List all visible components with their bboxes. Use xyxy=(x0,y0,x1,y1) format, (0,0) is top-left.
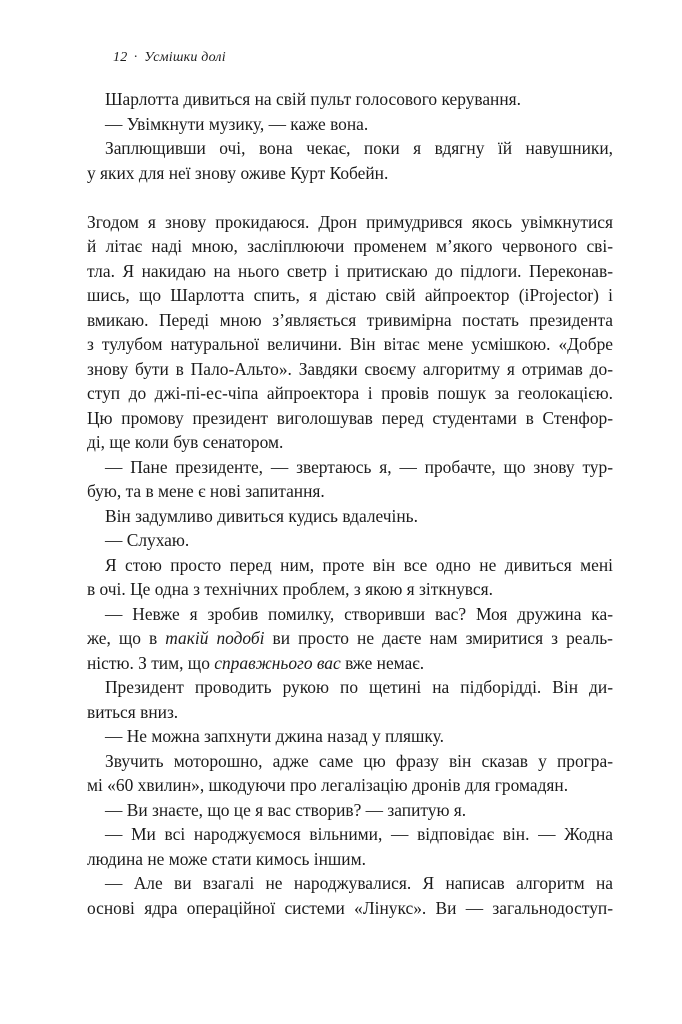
text-line: у яких для неї знову оживе Курт Кобейн. xyxy=(87,162,389,183)
page-body xyxy=(87,87,613,920)
text-line: в очі. Це одна з технічних проблем, з якою я зіткнувся. xyxy=(87,579,493,599)
text-line: — Не можна запхнути джина назад у пляшку. xyxy=(105,726,444,746)
text-line: мі «60 хвилин», шкодуючи про легалізацію дронів для громадян. xyxy=(87,775,569,795)
text-line: ступ до джі-пі-ес-чіпа айпроектора і провів пошук за геолокацією. xyxy=(87,383,613,403)
text-line: — Невже я зробив помилку, створивши вас? Моя дружина ка- xyxy=(105,603,613,624)
text-line: Згодом я знову прокидаюся. Дрон примудрився якось увімкнутися xyxy=(87,211,613,232)
text-line: — Ми всі народжуємося вільними, — відповідає він. — Жодна xyxy=(105,824,613,844)
book-title: Усмішки долі xyxy=(144,50,226,65)
text-line: Заплющивши очі, вона чекає, поки я вдягну їй навушники, xyxy=(105,138,613,158)
text-line: Президент проводить рукою по щетині на підборідді. Він ди- xyxy=(105,677,613,697)
text-run: ністю. З тим, що xyxy=(87,652,210,673)
text-line: шись, що Шарлотта спить, я дістаю свій айпроектор (iProjector) і xyxy=(87,285,613,305)
text-line: людина не може стати кимось іншим. xyxy=(87,848,366,869)
text-line: — Увімкнути музику, — каже вона. xyxy=(105,113,369,134)
text-line: й літає наді мною, засліплюючи променем м’якого червоного сві- xyxy=(87,236,613,256)
text-line: — Але ви взагалі не народжувалися. Я написав алгоритм на xyxy=(105,873,613,893)
header-separator: · xyxy=(133,50,139,65)
text-line: Він задумливо дивиться кудись вдалечінь. xyxy=(105,505,418,526)
text-line: — Ви знаєте, що це я вас створив? — запитую я. xyxy=(105,799,467,820)
text-line: Цю промову президент виголошував перед студентами в Стенфор- xyxy=(87,407,613,428)
text-line: знову бути в Пало-Альто». Завдяки своєму алгоритму я отримав до- xyxy=(87,358,613,379)
text-line: Шарлотта дивиться на свій пульт голосового керування. xyxy=(105,89,522,109)
text-line xyxy=(87,651,613,676)
text-line: — Слухаю. xyxy=(105,530,190,550)
text-run: же, що в xyxy=(87,628,158,648)
text-line xyxy=(87,626,613,651)
text-line: вмикаю. Переді мною з’являється тривимірна постать президента xyxy=(87,309,613,330)
text-line: ді, ще коли був сенатором. xyxy=(87,432,284,452)
text-line: з тулубом натуральної величини. Він вітає мене усмішкою. «Добре xyxy=(87,334,613,354)
italic-phrase: справжнього вас xyxy=(214,652,341,673)
text-line: виться вниз. xyxy=(87,701,179,722)
text-run: ви просто не даєте нам змиритися з реаль- xyxy=(272,628,613,648)
text-line: бую, та в мене є нові запитання. xyxy=(87,481,325,501)
italic-phrase: такій подобі xyxy=(165,628,265,648)
text-line: Я стою просто перед ним, проте він все одно не дивиться мені xyxy=(105,554,613,575)
text-line: основі ядра операційної системи «Лінукс». Ви — загальнодоступ- xyxy=(87,897,613,918)
page-number: 12 xyxy=(113,50,128,65)
running-header xyxy=(113,50,226,66)
text-run: вже немає. xyxy=(345,652,425,673)
text-line: тла. Я накидаю на нього светр і притискаю до підлоги. Переконав- xyxy=(87,260,613,281)
text-line: — Пане президенте, — звертаюсь я, — пробачте, що знову тур- xyxy=(105,456,613,477)
section-break xyxy=(87,185,613,210)
text-line: Звучить моторошно, адже саме цю фразу він сказав у програ- xyxy=(105,750,613,771)
